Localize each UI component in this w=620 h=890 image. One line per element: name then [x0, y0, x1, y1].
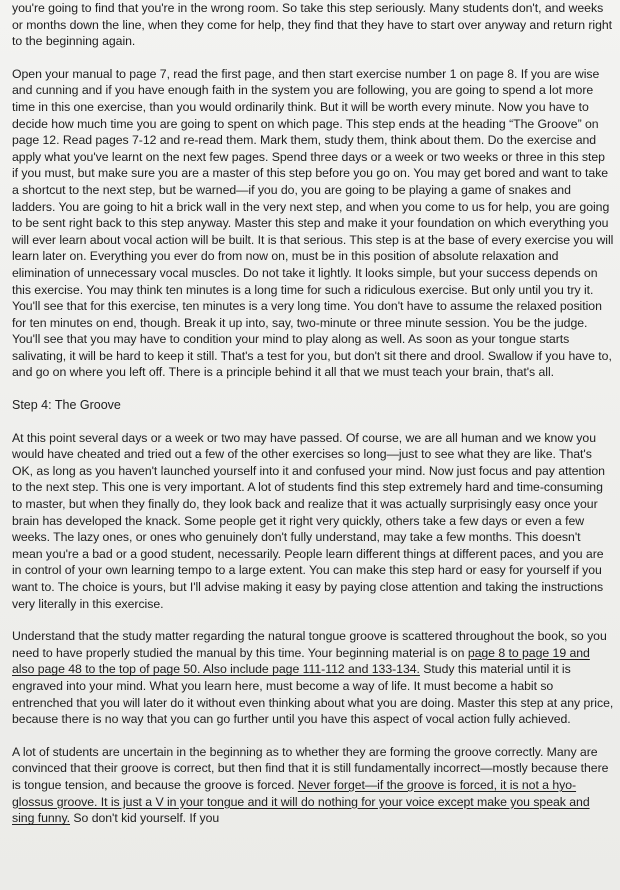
paragraph-gap	[12, 612, 614, 628]
underlined-page-references: page 8 to page 19 and also page 48 to the top of page 50. Also include page 111-112 and 133-134.	[12, 645, 590, 677]
underlined-never-forget-warning: Never forget—if the groove is forced, it is not a hyo-glossus groove. It is just a V in your tongue and it will do nothing for your voice except make you speak and sing funny.	[12, 777, 590, 826]
paragraph-groove-warning	[12, 744, 614, 827]
groove-warning-text-end: So don't kid yourself. If you	[70, 811, 220, 826]
study-material-text-start: Understand that the study matter regarding the natural tongue groove is scattered throughout the book, so you need to have properly studied the manual by this time. Your beginning material is on	[12, 629, 607, 660]
study-material-text-end: Study this material until it is engraved into your mind. What you learn here, must become a way of life. It must become a habit so entrenched that you will later do it without even thinking about what you are doing. Master this step at any price, because there is no way that you can go further until you have this aspect of vocal action fully achieved.	[12, 662, 614, 727]
paragraph-gap	[12, 728, 614, 744]
paragraph-study-material	[12, 628, 614, 728]
paragraph-manual-instructions: Open your manual to page 7, read the first page, and then start exercise number 1 on page 8. If you are wise and cunning and if you have enough faith in the system you are following, you are going to spend a lot more time in this one exercise, than you would ordinarily think. But it will be worth every minute. Now you have to decide how much time you are going to spent on which page. This step ends at the heading “The Groove” on page 12. Read pages 7-12 and re-read them. Mark them, study them, think about them. Do the exercise and apply what you've learnt on the next few pages. Spend three days or a week or two weeks or three in this step if you must, but make sure you are a master of this step before you go on. You may get bored and want to take a shortcut to the next step, but be warned—if you do, you are going to be playing a game of snakes and ladders. You are going to hit a brick wall in the very next step, and when you come to us for help, you are going to be sent right back to this step anyway. Master this step and make it your foundation on which everything you will ever learn about vocal action will be built. It is that serious. This step is at the base of every exercise you will learn later on. Everything you ever do from now on, must be in this position of absolute relaxation and elimination of unnecessary vocal muscles. Do not take it lightly. It looks simple, but your success depends on this exercise. You may think ten minutes is a long time for such a ridiculous exercise. But only until you try it. You'll see that for this exercise, ten minutes is a very long time. You don't have to assume the relaxed position for ten minutes on end, though. Break it up into, say, two-minute or three minute session. You be the judge. You'll see that you may have to condition your mind to play along as well. As soon as your tongue starts salivating, it will be hard to keep it still. That's a test for you, but don't sit there and drool. Swallow if you have to, and go on where you left off. There is a principle behind it all that we must teach your brain, that's all.	[12, 66, 614, 380]
paragraph-gap	[12, 381, 614, 397]
groove-warning-text-start: A lot of students are uncertain in the beginning as to whether they are forming the groove correctly. Many are convinced that their groove is correct, but then find that it is still fundamentally incorrect—mostly because there is tongue tension, and because the groove is forced.	[12, 744, 609, 792]
paragraph-gap	[12, 50, 614, 66]
section-heading-step-4: Step 4: The Groove	[12, 398, 121, 413]
paragraph-gap	[12, 414, 614, 430]
paragraph-intro: you're going to find that you're in the wrong room. So take this step seriously. Many students don't, and weeks or months down the line, when they come for help, they find that they have to start over anyway and return right to the beginning again.	[12, 1, 613, 49]
paragraph-step-4-intro: At this point several days or a week or two may have passed. Of course, we are all human and we know you would have cheated and tried out a few of the other exercises so long—just to see what they are like. That's OK, as long as you haven't launched yourself into it and confused your mind. Now just focus and pay attention to the next step. This one is very important. A lot of students find this step extremely hard and time-consuming to master, but when they finally do, they look back and realize that it was actually surprisingly easy once your brain has developed the knack. Some people get it right very quickly, others take a few days or even a few weeks. The lazy ones, or ones who genuinely don't fully understand, may take a few months. This doesn't mean you're a bad or a good student, necessarily. People learn different things at different paces, and you are in control of your own learning tempo to a large extent. You can make this step hard or easy for yourself if you want to. The choice is yours, but I'll advise making it easy by paying close attention and taking the instructions very literally in this exercise.	[12, 430, 605, 611]
